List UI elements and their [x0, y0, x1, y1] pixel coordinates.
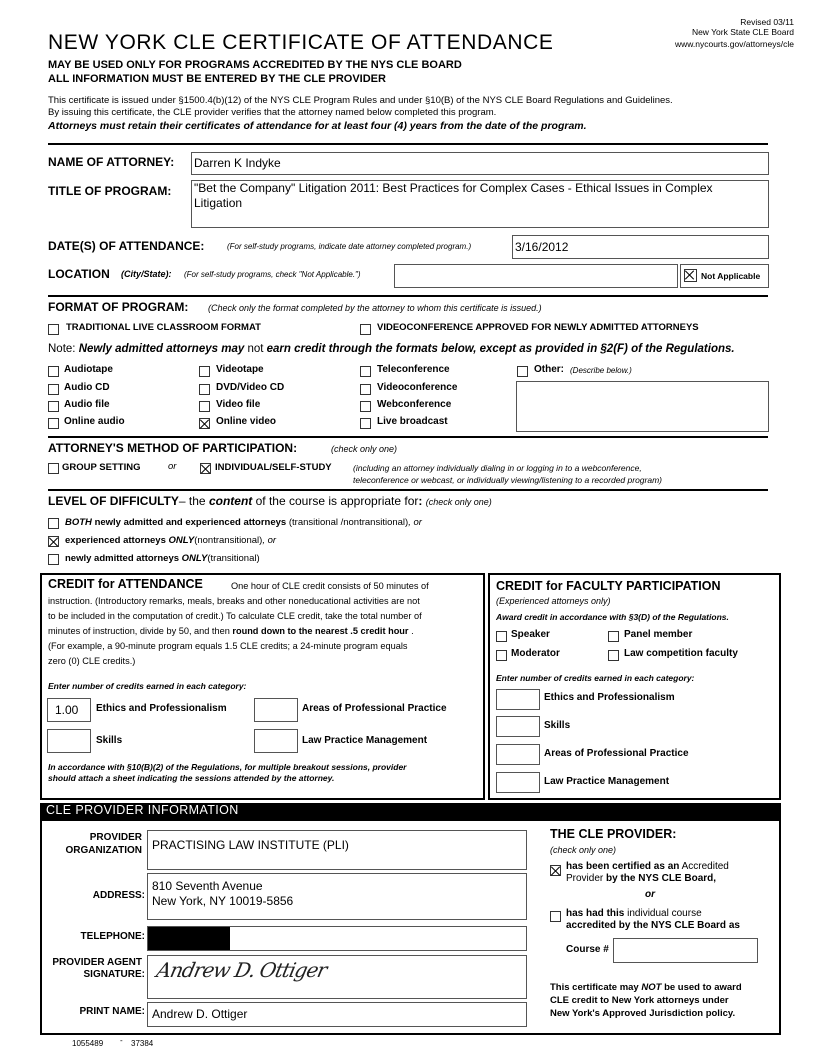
- faculty-ethics-label: Ethics and Professionalism: [544, 692, 675, 703]
- credit-faculty-sub: (Experienced attorneys only): [496, 596, 611, 606]
- law-mgmt-label: Law Practice Management: [302, 735, 428, 746]
- newly-text: newly admitted attorneys: [65, 553, 180, 564]
- location-sublabel: (City/State):: [121, 269, 172, 279]
- format-option-label: Video file: [216, 399, 261, 410]
- signature-image: Andrew D. Ottiger: [154, 958, 329, 982]
- difficulty-label: [48, 494, 492, 508]
- dates-label: DATE(S) OF ATTENDANCE:: [48, 239, 205, 253]
- title-value: "Bet the Company" Litigation 2011: Best Practices for Complex Cases - Ethical Issues in Complex Litigation: [194, 181, 713, 210]
- final-note-2: CLE credit to New York attorneys under: [550, 995, 729, 1006]
- title-label: TITLE OF PROGRAM:: [48, 184, 172, 198]
- other-label: Other:: [534, 364, 564, 375]
- areas-label: Areas of Professional Practice: [302, 703, 447, 714]
- p4-b: round down to the nearest .5 credit hour: [232, 626, 409, 636]
- footer-id-1: 1055489: [72, 1039, 104, 1048]
- print-name-label: PRINT NAME:: [79, 1006, 145, 1017]
- location-field[interactable]: [394, 264, 678, 288]
- credit-attendance-enter: Enter number of credits earned in each category:: [48, 681, 247, 691]
- faculty-skills-field[interactable]: [496, 716, 540, 737]
- credit-faculty-panel: [488, 573, 781, 800]
- dvd-checkbox[interactable]: [199, 384, 210, 395]
- panel-member-checkbox[interactable]: [608, 631, 619, 642]
- intro-line-1: This certificate is issued under §1500.4(b)(12) of the NYS CLE Program Rules and under §10(B) of the NYS CLE Board Regulations and Guidelines.: [48, 95, 673, 106]
- org-value: PRACTISING LAW INSTITUTE (PLI): [152, 838, 349, 852]
- experienced-text: experienced attorneys: [65, 535, 166, 546]
- credit-attendance-title: CREDIT for ATTENDANCE: [48, 577, 203, 591]
- traditional-checkbox[interactable]: [48, 324, 59, 335]
- videotape-checkbox[interactable]: [199, 366, 210, 377]
- areas-credit-field[interactable]: [254, 698, 298, 722]
- format-note: (Check only the format completed by the attorney to whom this certificate is issued.): [208, 303, 542, 313]
- speaker-checkbox[interactable]: [496, 631, 507, 642]
- difficulty-experienced-label: [65, 535, 276, 546]
- panel-member-label: Panel member: [624, 629, 693, 640]
- credit-attendance-p3: to be included in the computation of credit.) To calculate CLE credit, take the total number of: [48, 611, 422, 621]
- difficulty-colon: :: [418, 494, 423, 508]
- telephone-redaction: [148, 927, 230, 950]
- breakout-note-2: should attach a sheet indicating the sessions attended by the attorney.: [48, 773, 335, 783]
- final-1b: NOT: [641, 982, 662, 993]
- subtitle-1: MAY BE USED ONLY FOR PROGRAMS ACCREDITED BY THE NYS CLE BOARD: [48, 59, 462, 71]
- other-description-field[interactable]: [516, 381, 769, 432]
- breakout-note-1: In accordance with §10(B)(2) of the Regulations, for multiple breakout sessions, provider: [48, 762, 407, 772]
- both-or: , or: [408, 517, 422, 528]
- credit-attendance-p2: instruction. (Introductory remarks, meals, breaks and other noneducational activities are not: [48, 596, 420, 606]
- newly-only: ONLY: [181, 553, 208, 564]
- print-name-value: Andrew D. Ottiger: [152, 1007, 248, 1021]
- subtitle-2: ALL INFORMATION MUST BE ENTERED BY THE CLE PROVIDER: [48, 73, 386, 85]
- credit-faculty-award: Award credit in accordance with §3(D) of the Regulations.: [496, 612, 729, 622]
- accredited-provider-checkbox[interactable]: [550, 865, 561, 876]
- acc-text-3: Provider: [566, 873, 604, 884]
- provider-bar-title: CLE PROVIDER INFORMATION: [46, 803, 239, 817]
- final-note-3: New York's Approved Jurisdiction policy.: [550, 1008, 736, 1019]
- traditional-label: TRADITIONAL LIVE CLASSROOM FORMAT: [66, 322, 261, 333]
- dates-note: (For self-study programs, indicate date attorney completed program.): [227, 242, 472, 251]
- faculty-skills-label: Skills: [544, 720, 571, 731]
- moderator-checkbox[interactable]: [496, 650, 507, 661]
- ind-text-2: individual course: [627, 908, 702, 919]
- faculty-enter: Enter number of credits earned in each category:: [496, 673, 695, 683]
- credit-attendance-p6: zero (0) CLE credits.): [48, 656, 136, 666]
- not-applicable-label: Not Applicable: [701, 271, 761, 281]
- name-value: Darren K Indyke: [194, 156, 281, 170]
- webconference-checkbox[interactable]: [360, 401, 371, 412]
- difficulty-title: LEVEL OF DIFFICULTY: [48, 494, 179, 508]
- other-checkbox[interactable]: [517, 366, 528, 377]
- both-word: BOTH: [65, 517, 92, 528]
- page-title: NEW YORK CLE CERTIFICATE OF ATTENDANCE: [48, 31, 554, 54]
- signature-label-2: SIGNATURE:: [83, 969, 145, 980]
- format-option-label: Online audio: [64, 416, 125, 427]
- org-label-2: ORGANIZATION: [65, 845, 142, 856]
- individual-label: INDIVIDUAL/SELF-STUDY: [215, 462, 332, 473]
- revised-note: Revised 03/11: [740, 17, 794, 27]
- moderator-label: Moderator: [511, 648, 560, 659]
- accredited-provider-label: [566, 861, 766, 885]
- course-number-field[interactable]: [613, 938, 758, 963]
- provider-or: or: [645, 889, 655, 900]
- individual-note-2: teleconference or webcast, or individually viewing/listening to a recorded program): [353, 475, 662, 485]
- final-1c: be used to award: [664, 982, 742, 993]
- videoconference-approved-checkbox[interactable]: [360, 324, 371, 335]
- format-option-label: Live broadcast: [377, 416, 448, 427]
- dates-value: 3/16/2012: [515, 240, 569, 254]
- format-option-label: Audio CD: [64, 382, 110, 393]
- difficulty-content: content: [208, 494, 253, 508]
- format-option-label: Audio file: [64, 399, 110, 410]
- intro-line-3: Attorneys must retain their certificates of attendance for at least four (4) years from the date of the program.: [48, 120, 587, 132]
- address-line-1: 810 Seventh Avenue: [152, 879, 263, 893]
- credit-faculty-title: CREDIT for FACULTY PARTICIPATION: [496, 579, 721, 593]
- format-option-label: Videotape: [216, 364, 264, 375]
- videoconference-approved-label: VIDEOCONFERENCE APPROVED FOR NEWLY ADMITTED ATTORNEYS: [377, 322, 699, 333]
- acc-text-1: has been certified as an: [566, 861, 680, 872]
- video-file-checkbox[interactable]: [199, 401, 210, 412]
- course-number-label: Course #: [566, 944, 609, 955]
- method-or: or: [168, 461, 177, 472]
- difficulty-newly-checkbox[interactable]: [48, 554, 59, 565]
- ethics-label: Ethics and Professionalism: [96, 703, 227, 714]
- divider: [48, 295, 768, 297]
- difficulty-both-label: [65, 517, 422, 528]
- method-label: ATTORNEY'S METHOD OF PARTICIPATION:: [48, 441, 298, 455]
- newly-paren: (transitional): [207, 553, 260, 564]
- note-not: not: [247, 343, 264, 355]
- experienced-only: ONLY: [168, 535, 195, 546]
- credit-attendance-p5: (For example, a 90-minute program equals 1.5 CLE credits; a 24-minute program equals: [48, 641, 408, 651]
- group-setting-checkbox[interactable]: [48, 463, 59, 474]
- address-line-2: New York, NY 10019-5856: [152, 894, 294, 908]
- divider: [48, 489, 768, 491]
- experienced-or: , or: [262, 535, 277, 546]
- law-competition-checkbox[interactable]: [608, 650, 619, 661]
- footer-dash: -: [120, 1036, 123, 1045]
- format-option-label: Audiotape: [64, 364, 113, 375]
- format-option-label: Webconference: [377, 399, 452, 410]
- difficulty-appropriate: of the course is appropriate for: [255, 494, 419, 508]
- format-option-label: Teleconference: [377, 364, 450, 375]
- faculty-ethics-field[interactable]: [496, 689, 540, 710]
- location-note: (For self-study programs, check "Not Applicable."): [184, 270, 361, 279]
- p4-c: .: [411, 626, 414, 636]
- name-label: NAME OF ATTORNEY:: [48, 155, 175, 169]
- audio-cd-checkbox[interactable]: [48, 384, 59, 395]
- final-1a: This certificate may: [550, 982, 639, 993]
- online-audio-checkbox[interactable]: [48, 418, 59, 429]
- note-prefix: Note:: [48, 343, 76, 355]
- individual-note-1: (including an attorney individually dialing in or logging in to a webconference,: [353, 463, 642, 473]
- teleconference-checkbox[interactable]: [360, 366, 371, 377]
- final-note-1: [550, 982, 742, 993]
- both-text: newly admitted and experienced attorneys: [94, 517, 287, 528]
- experienced-paren: (nontransitional): [194, 535, 263, 546]
- divider: [48, 436, 768, 438]
- difficulty-the: – the: [178, 494, 206, 508]
- difficulty-experienced-checkbox[interactable]: [48, 536, 59, 547]
- not-applicable-checkbox[interactable]: [684, 269, 697, 282]
- signature-label-1: PROVIDER AGENT: [52, 957, 142, 968]
- location-label: LOCATION: [48, 267, 110, 281]
- acc-text-4: by the NYS CLE Board,: [606, 873, 717, 884]
- format-option-label: Online video: [216, 416, 277, 427]
- telephone-label: TELEPHONE:: [80, 931, 145, 942]
- both-paren: (transitional /nontransitional): [288, 517, 409, 528]
- ind-text-1: has had this: [566, 908, 625, 919]
- audiotape-checkbox[interactable]: [48, 366, 59, 377]
- difficulty-note: (check only one): [425, 497, 492, 507]
- credit-attendance-p1: One hour of CLE credit consists of 50 minutes of: [231, 581, 429, 591]
- address-label: ADDRESS:: [92, 890, 145, 901]
- other-note: (Describe below.): [570, 366, 632, 375]
- provider-check-one: (check only one): [550, 845, 617, 855]
- method-note: (check only one): [331, 444, 398, 454]
- ind-text-3: accredited by the NYS CLE Board as: [566, 920, 740, 931]
- faculty-law-mgmt-label: Law Practice Management: [544, 776, 670, 787]
- law-competition-label: Law competition faculty: [624, 648, 738, 659]
- group-setting-label: GROUP SETTING: [62, 462, 141, 473]
- board-name: New York State CLE Board: [691, 27, 794, 37]
- format-option-label: Videoconference: [377, 382, 458, 393]
- footer-id-2: 37384: [131, 1039, 154, 1048]
- newly-admitted-note: [48, 343, 735, 355]
- board-url: www.nycourts.gov/attorneys/cle: [674, 39, 794, 49]
- intro-line-2: By issuing this certificate, the CLE provider verifies that the attorney named below completed this program.: [48, 107, 497, 118]
- audio-file-checkbox[interactable]: [48, 401, 59, 412]
- faculty-law-mgmt-field[interactable]: [496, 772, 540, 793]
- the-provider-title: THE CLE PROVIDER:: [550, 827, 677, 841]
- difficulty-newly-label: [65, 553, 260, 564]
- ethics-credit-value: 1.00: [55, 703, 79, 717]
- format-option-label: DVD/Video CD: [216, 382, 285, 393]
- p4-a: minutes of instruction, divide by 50, and then: [48, 626, 230, 636]
- credit-attendance-p4: [48, 626, 414, 636]
- note-part-1: Newly admitted attorneys may: [78, 343, 245, 355]
- live-broadcast-checkbox[interactable]: [360, 418, 371, 429]
- faculty-areas-field[interactable]: [496, 744, 540, 765]
- law-mgmt-credit-field[interactable]: [254, 729, 298, 753]
- speaker-label: Speaker: [511, 629, 550, 640]
- videoconference-checkbox[interactable]: [360, 384, 371, 395]
- individual-checkbox[interactable]: [200, 463, 211, 474]
- format-label: FORMAT OF PROGRAM:: [48, 300, 189, 314]
- faculty-areas-label: Areas of Professional Practice: [544, 748, 689, 759]
- online-video-checkbox[interactable]: [199, 418, 210, 429]
- acc-text-2: Accredited: [681, 861, 729, 872]
- difficulty-both-checkbox[interactable]: [48, 518, 59, 529]
- individual-course-label: [566, 908, 766, 932]
- skills-credit-field[interactable]: [47, 729, 91, 753]
- org-label-1: PROVIDER: [89, 832, 142, 843]
- individual-course-checkbox[interactable]: [550, 911, 561, 922]
- note-part-2: earn credit through the formats below, except as provided in §2(F) of the Regulations.: [266, 343, 735, 355]
- divider: [48, 143, 768, 145]
- skills-label: Skills: [96, 735, 123, 746]
